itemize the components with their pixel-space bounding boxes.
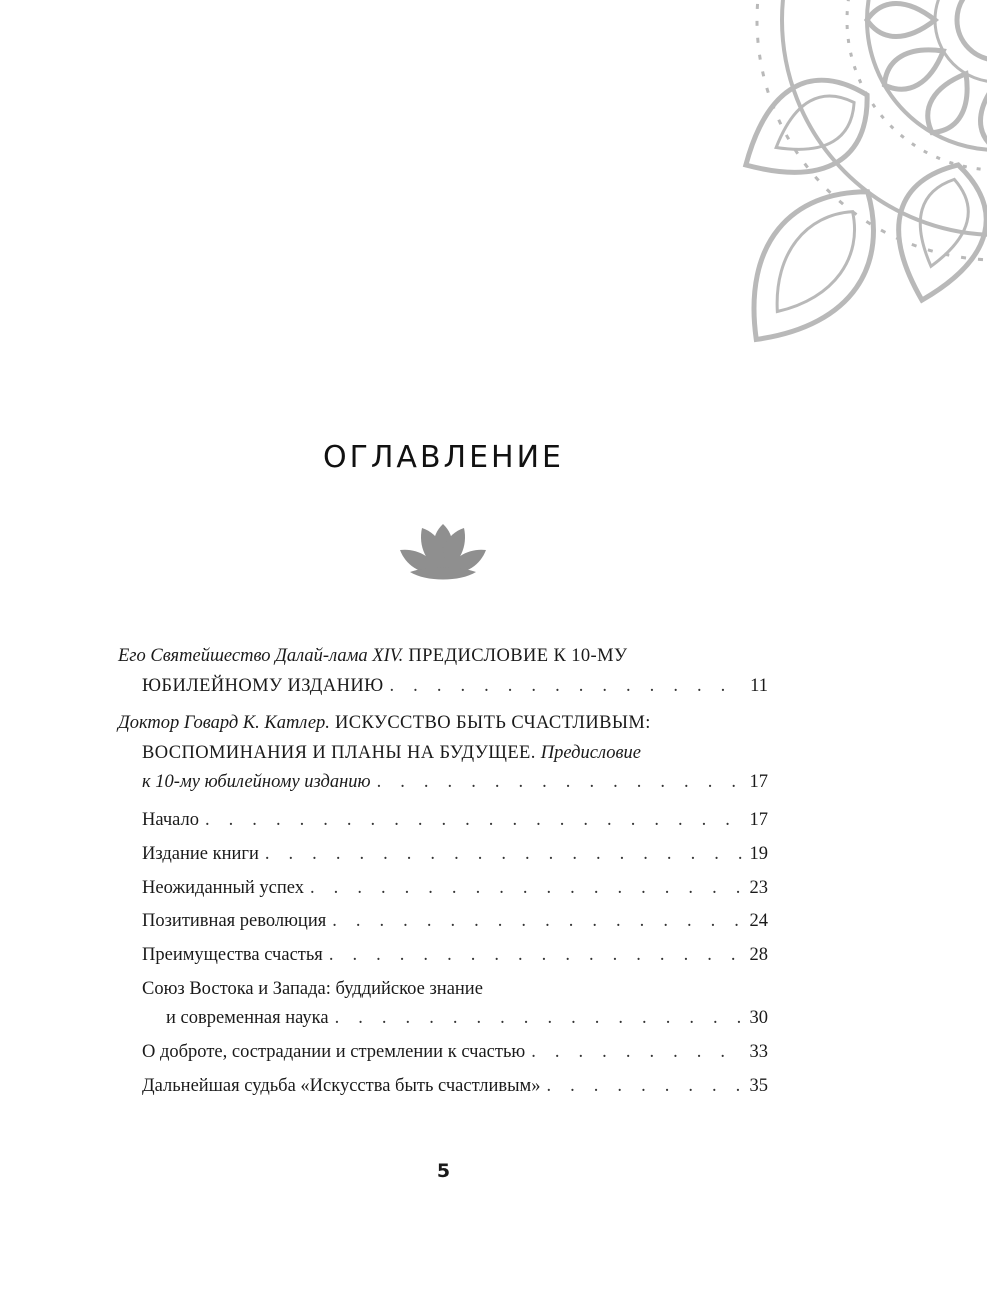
toc-subentry[interactable] xyxy=(142,1074,768,1098)
toc-subentry-label: Преимущества счастья xyxy=(142,945,323,965)
toc-subentry-label: Дальнейшая судьба «Искусства быть счастливым» xyxy=(142,1076,541,1096)
toc-subentry-page: 23 xyxy=(749,878,768,898)
toc-entry-2-page: 17 xyxy=(749,772,768,792)
toc-entry-1-line1[interactable] xyxy=(118,644,627,668)
toc-entry-1-line2[interactable] xyxy=(142,674,768,698)
toc-subentry-page: 33 xyxy=(749,1042,768,1062)
toc-subentry-label: Союз Востока и Запада: буддийское знание xyxy=(142,979,483,999)
leader-dots xyxy=(205,808,744,832)
toc-entry-2-subtitle: Предисловие xyxy=(540,743,641,763)
toc-subentry-label: Неожиданный успех xyxy=(142,878,305,898)
toc-entry-1-title: ПРЕДИСЛОВИЕ К 10-МУ xyxy=(403,646,628,666)
leader-dots xyxy=(377,770,744,794)
toc-subentry-page: 24 xyxy=(749,911,768,931)
toc-entry-2-line1[interactable] xyxy=(118,711,651,735)
toc-entry-2-title-cont: ВОСПОМИНАНИЯ И ПЛАНЫ НА БУДУЩЕЕ. xyxy=(142,743,541,763)
toc-subentry-label: О доброте, сострадании и стремлении к счастью xyxy=(142,1042,526,1062)
leader-dots xyxy=(546,1074,743,1098)
toc-subentry-page: 30 xyxy=(749,1008,768,1028)
toc-subentry[interactable] xyxy=(142,909,768,933)
toc-entry-2-subtitle-cont: к 10-му юбилейному изданию xyxy=(142,772,371,792)
page-number: 5 xyxy=(436,1160,451,1182)
toc-subentry[interactable] xyxy=(142,876,768,900)
toc-subentry-label-cont: и современная наука xyxy=(166,1008,329,1028)
toc-entry-1-title-cont: ЮБИЛЕЙНОМУ ИЗДАНИЮ xyxy=(142,676,384,696)
toc-subentry[interactable] xyxy=(142,977,483,1001)
leader-dots xyxy=(329,943,744,967)
leader-dots xyxy=(335,1006,744,1030)
toc-subentry-label: Начало xyxy=(142,810,199,830)
toc-entry-1-author: Его Святейшество Далай-лама XIV. xyxy=(118,646,404,666)
toc-subentry-label: Издание книги xyxy=(142,844,259,864)
toc-subentry[interactable] xyxy=(142,808,768,832)
toc-subentry-page: 28 xyxy=(749,945,768,965)
mandala-ornament xyxy=(557,0,987,420)
toc-entry-2-title: ИСКУССТВО БЫТЬ СЧАСТЛИВЫМ: xyxy=(329,713,651,733)
toc-subentry-page: 35 xyxy=(749,1076,768,1096)
leader-dots xyxy=(531,1040,743,1064)
lotus-icon xyxy=(398,522,488,584)
toc-entry-2-line2[interactable] xyxy=(142,741,641,765)
toc-subentry-page: 17 xyxy=(749,810,768,830)
leader-dots xyxy=(390,674,745,698)
toc-subentry[interactable] xyxy=(142,943,768,967)
toc-entry-1-page: 11 xyxy=(750,676,768,696)
leader-dots xyxy=(310,876,743,900)
toc-entry-2-line3[interactable] xyxy=(142,770,768,794)
toc-subentry-page: 19 xyxy=(749,844,768,864)
toc-subentry-cont[interactable] xyxy=(166,1006,768,1030)
leader-dots xyxy=(332,909,743,933)
leader-dots xyxy=(265,842,744,866)
toc-subentry[interactable] xyxy=(142,842,768,866)
page-title: ОГЛАВЛЕНИЕ xyxy=(322,440,565,475)
toc-subentry-label: Позитивная революция xyxy=(142,911,327,931)
toc-subentry[interactable] xyxy=(142,1040,768,1064)
toc-entry-2-author: Доктор Говард К. Катлер. xyxy=(118,713,330,733)
